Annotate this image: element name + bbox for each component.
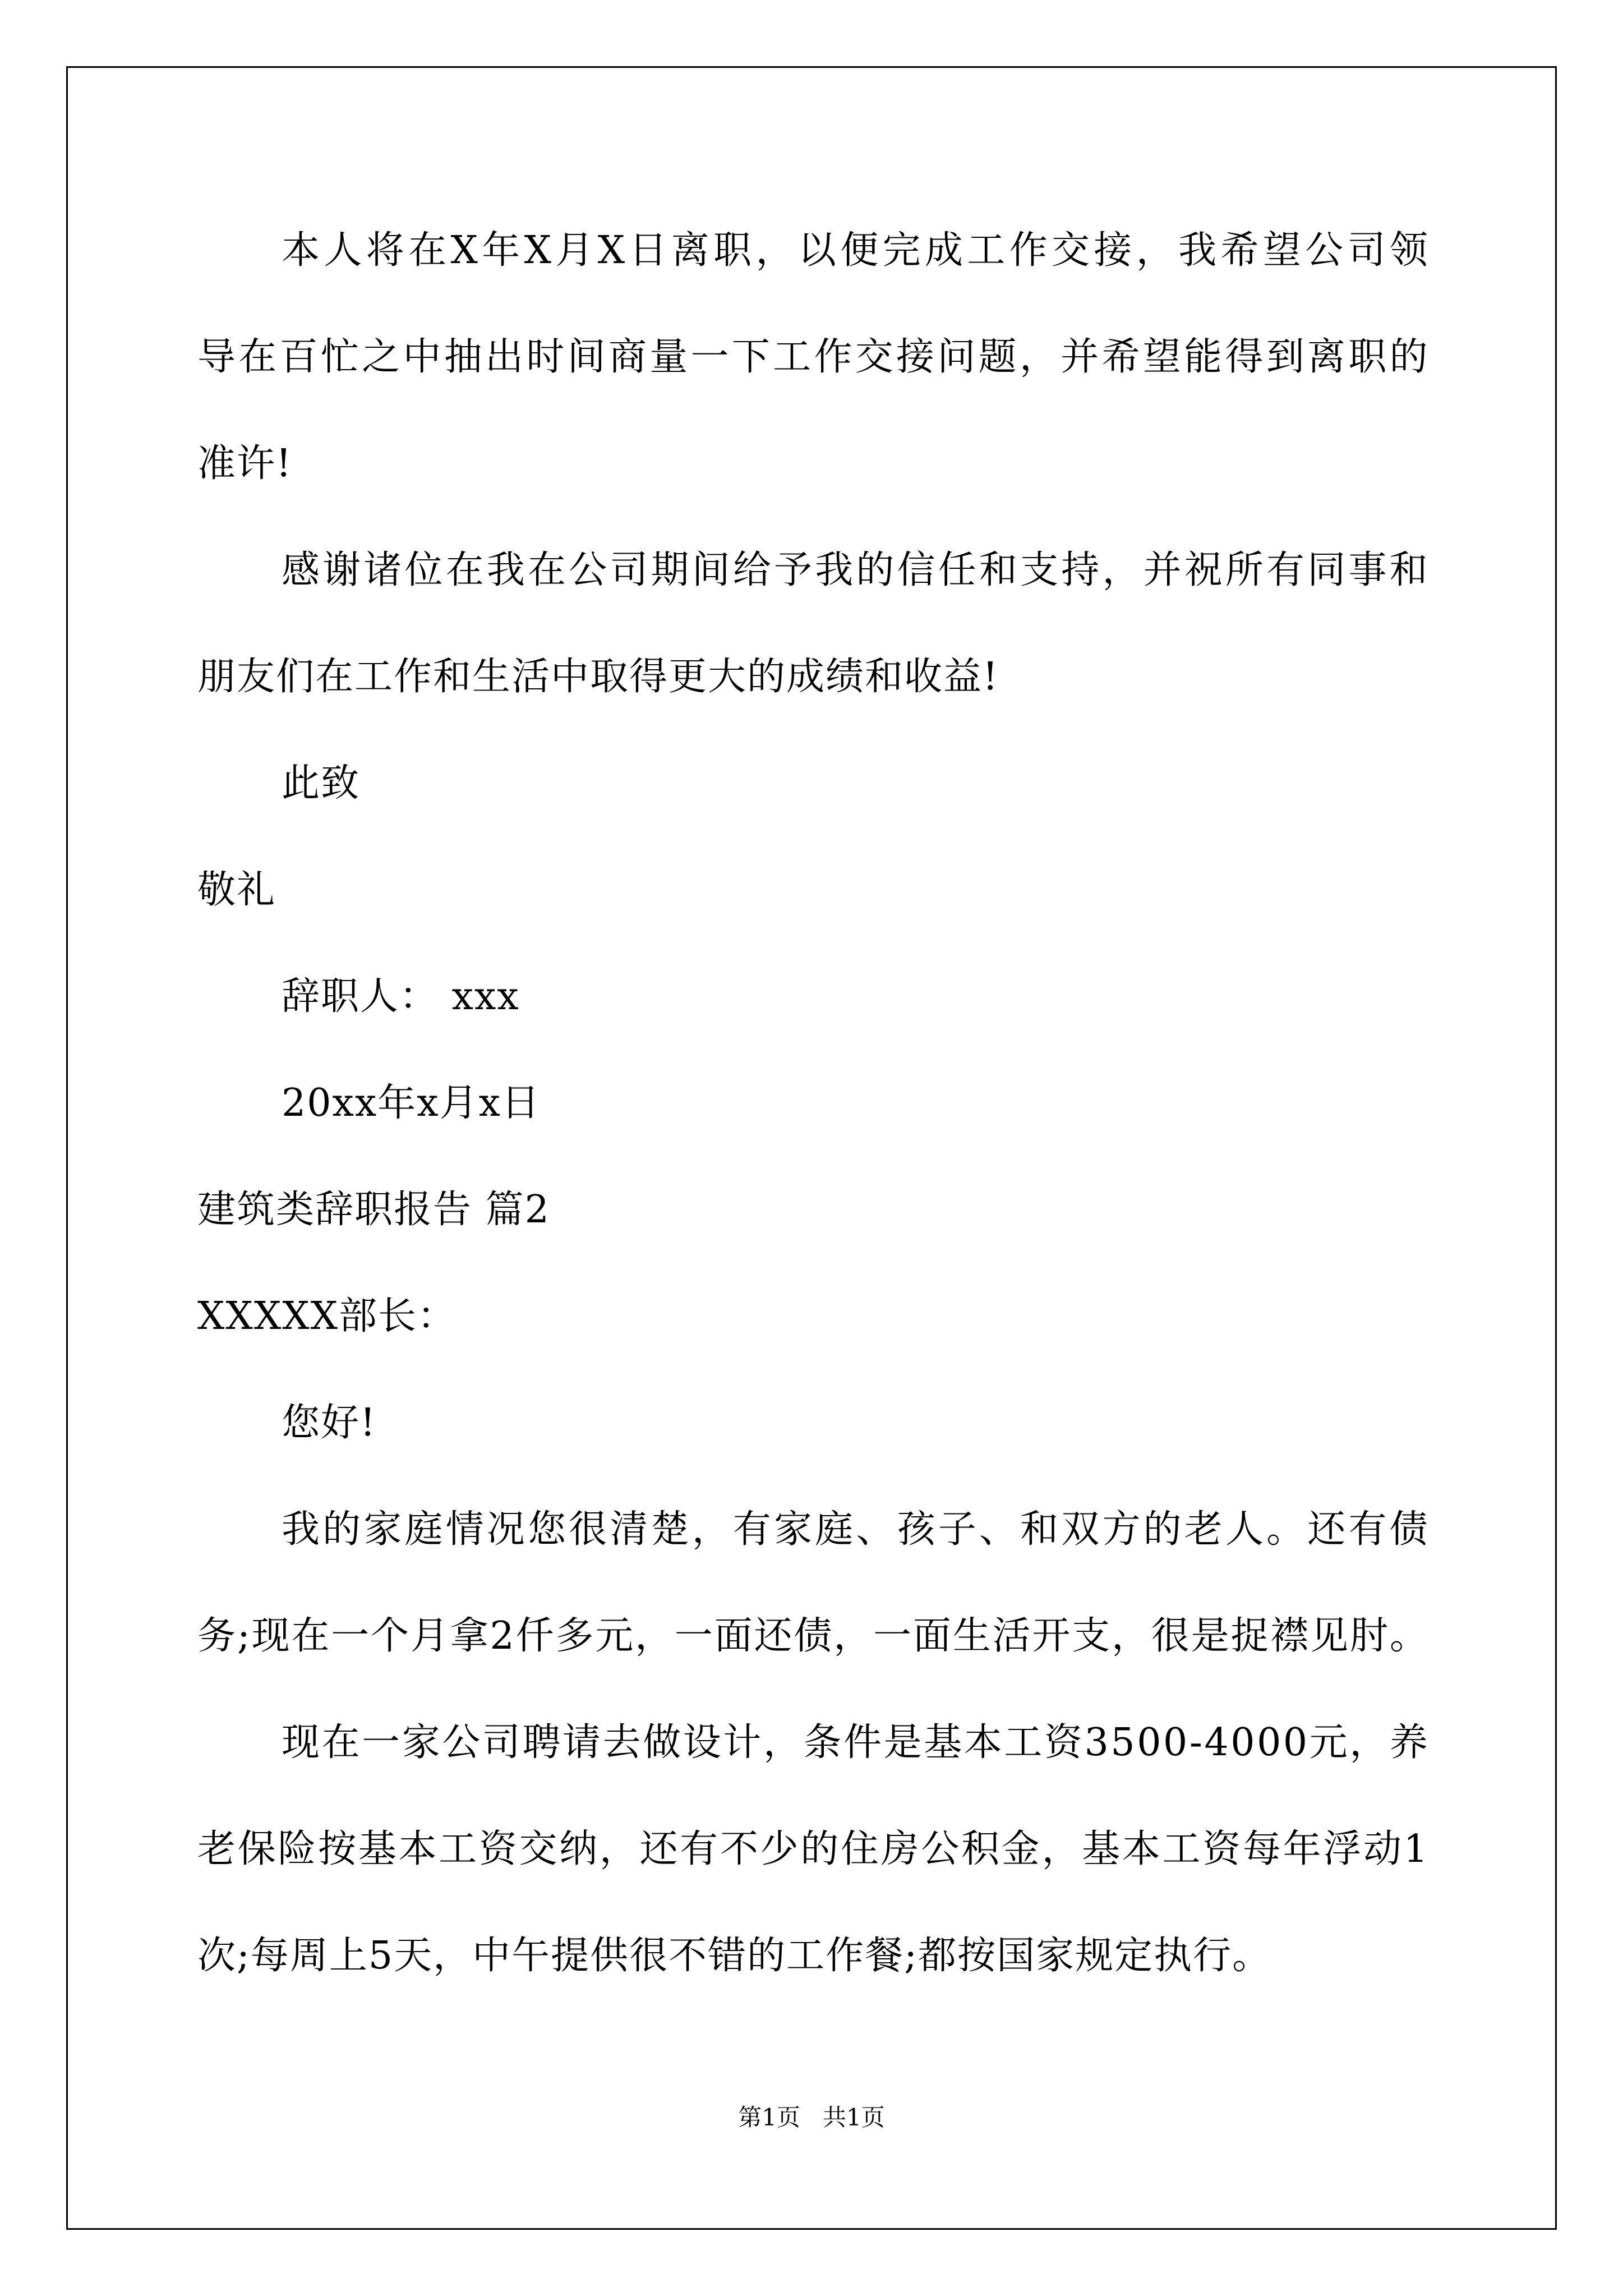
paragraph-line: 老 保 险 按 基 本 工 资 交 纳 ， 还 有 不 少 的 住 房 公 积 金 ， 基 本 工 资 每 年 浮 动 1 xyxy=(197,1827,1429,1871)
closing-salutation: 此致 xyxy=(282,761,361,806)
recipient-line: XXXXX部长： xyxy=(197,1294,457,1338)
paragraph-line: 朋友们在工作和生活中取得更大的成绩和收益! xyxy=(197,655,999,699)
paragraph-line: 次;每周上5天，中午提供很不错的工作餐;都按国家规定执行。 xyxy=(197,1934,1272,1978)
paragraph-line: 导 在 百 忙 之 中 抽 出 时 间 商 量 一 下 工 作 交 接 问 题 ， 并 希 望 能 得 到 离 职 的 xyxy=(197,335,1429,379)
paragraph-line: 本 人 将 在 X 年 X 月 X 日 离 职 ， 以 便 完 成 工 作 交 接 ， 我 希 望 公 司 领 xyxy=(282,228,1429,273)
section-heading: 建筑类辞职报告 篇2 xyxy=(197,1188,550,1232)
paragraph-line: 我 的 家 庭 情 况 您 很 清 楚 ， 有 家 庭 、 孩 子 、 和 双 方 的 老 人 。 还 有 债 xyxy=(282,1507,1429,1552)
paragraph-line: 务 ; 现 在 一 个 月 拿 2 仟 多 元 ， 一 面 还 债 ， 一 面 生 活 开 支 ， 很 是 捉 襟 见 肘 。 xyxy=(197,1614,1429,1658)
page-footer: 第1页 共1页 xyxy=(738,2104,885,2131)
date-line: 20xx年x月x日 xyxy=(282,1081,541,1125)
page-border xyxy=(66,66,1557,2230)
greeting-line: 您好! xyxy=(282,1401,377,1445)
closing-regards: 敬礼 xyxy=(197,868,276,912)
paragraph-line: 准许! xyxy=(197,441,293,486)
signature-line: 辞职人： xxx xyxy=(282,974,520,1019)
paragraph-line: 感 谢 诸 位 在 我 在 公 司 期 间 给 予 我 的 信 任 和 支 持 ， 并 祝 所 有 同 事 和 xyxy=(282,548,1429,592)
paragraph-line: 现 在 一 家 公 司 聘 请 去 做 设 计 ， 条 件 是 基 本 工 资 3 5 0 0 - 4 0 0 0 元 ， 养 xyxy=(282,1720,1429,1765)
